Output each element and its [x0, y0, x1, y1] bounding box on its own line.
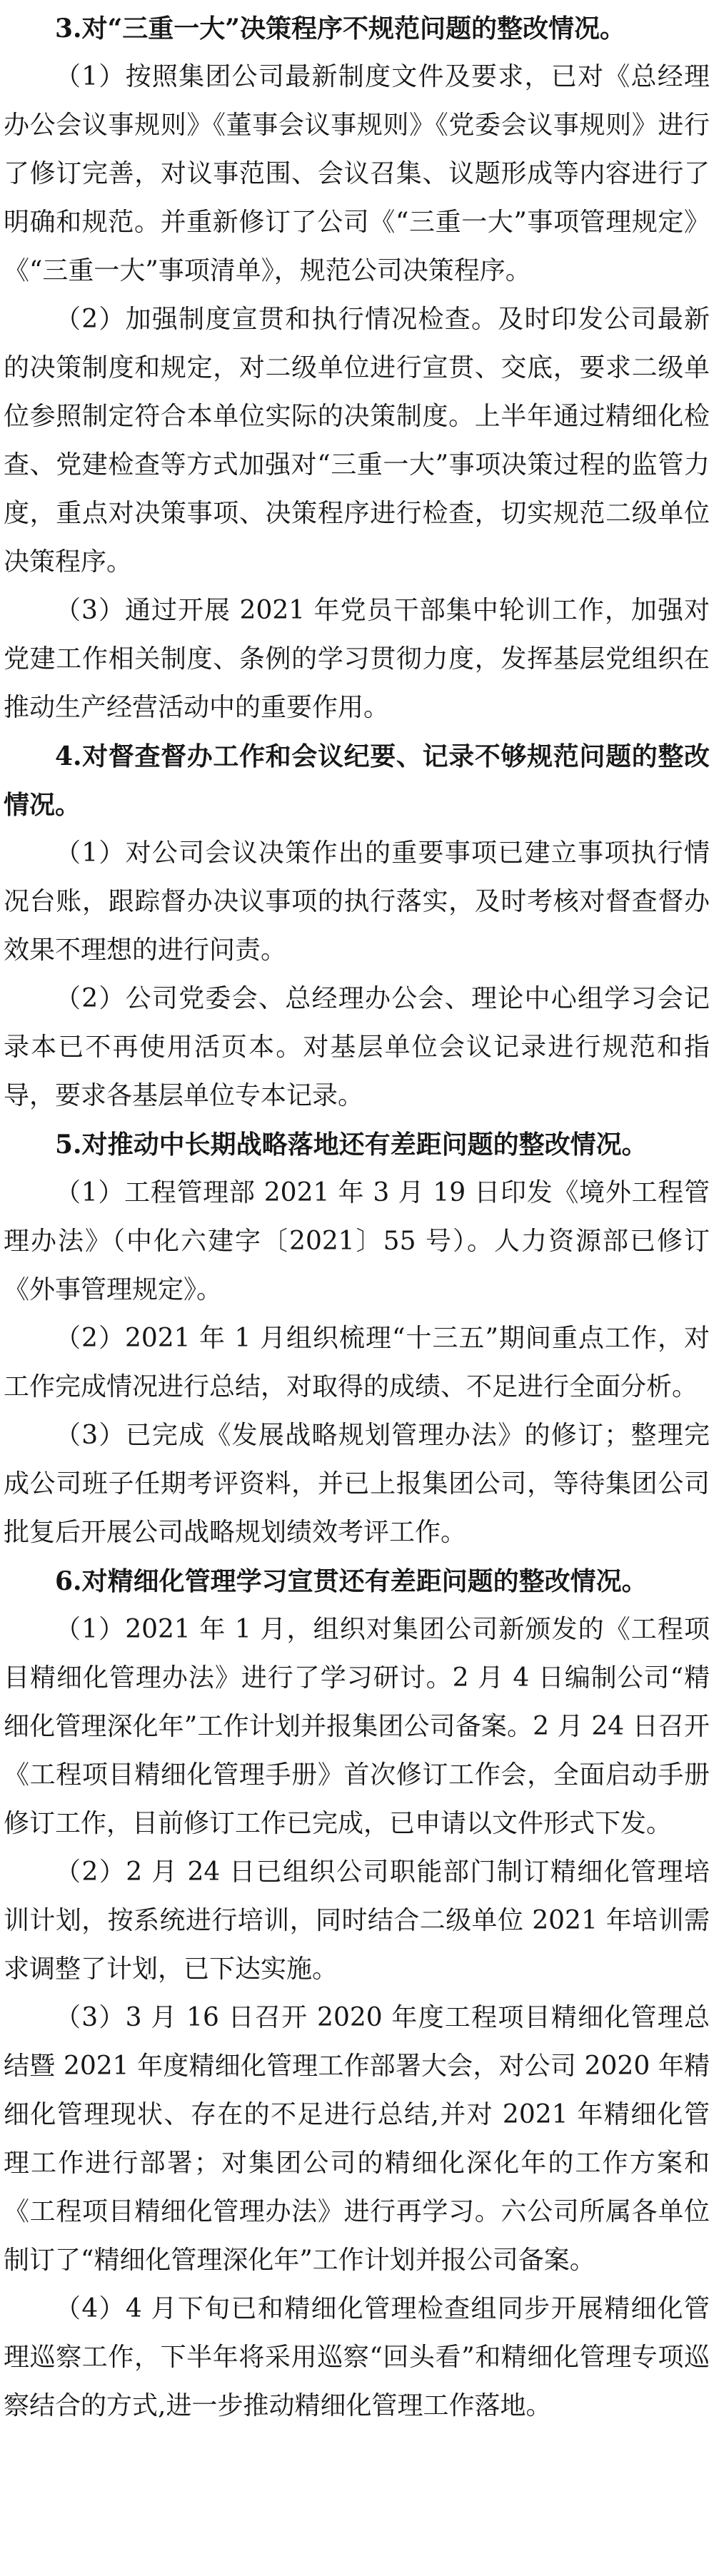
section-6-paragraph-4: （4）4 月下旬已和精细化管理检查组同步开展精细化管理巡察工作，下半年将采用巡察“回头看”和精细化管理专项巡察结合的方式,进一步推动精细化管理工作落地。 [4, 2294, 710, 2420]
section-4-heading: 4.对督查督办工作和会议纪要、记录不够规范问题的整改情况。 [4, 741, 710, 820]
section-4 [4, 732, 710, 1120]
section-3-paragraph-3: （3）通过开展 2021 年党员干部集中轮训工作，加强对党建工作相关制度、条例的学习贯彻力度，发挥基层党组织在推动生产经营活动中的重要作用。 [4, 596, 710, 722]
section-3-paragraph-1: （1）按照集团公司最新制度文件及要求，已对《总经理办公会议事规则》《董事会议事规则》《党委会议事规则》进行了修订完善，对议事范围、会议召集、议题形成等内容进行了明确和规范。并重新修订了公司《“三重一大”事项管理规定》《“三重一大”事项清单》，规范公司决策程序。 [4, 62, 710, 285]
section-6 [4, 1557, 710, 2430]
section-4-paragraph-1: （1）对公司会议决策作出的重要事项已建立事项执行情况台账，跟踪督办决议事项的执行落实，及时考核对督查督办效果不理想的进行问责。 [4, 838, 710, 965]
section-6-paragraph-2: （2）2 月 24 日已组织公司职能部门制订精细化管理培训计划，按系统进行培训，同时结合二级单位 2021 年培训需求调整了计划，已下达实施。 [4, 1857, 710, 1984]
section-4-paragraph-2: （2）公司党委会、总经理办公会、理论中心组学习会记录本已不再使用活页本。对基层单位会议记录进行规范和指导，要求各基层单位专本记录。 [4, 984, 710, 1110]
section-5-paragraph-2: （2）2021 年 1 月组织梳理“十三五”期间重点工作，对工作完成情况进行总结，对取得的成绩、不足进行全面分析。 [4, 1324, 710, 1401]
section-5-paragraph-3: （3）已完成《发展战略规划管理办法》的修订；整理完成公司班子任期考评资料，并已上报集团公司，等待集团公司批复后开展公司战略规划绩效考评工作。 [4, 1421, 710, 1547]
section-5-heading: 5.对推动中长期战略落地还有差距问题的整改情况。 [55, 1130, 648, 1160]
section-3 [4, 4, 710, 732]
section-6-paragraph-3: （3）3 月 16 日召开 2020 年度工程项目精细化管理总结暨 2021 年度精细化管理工作部署大会，对公司 2020 年精细化管理现状、存在的不足进行总结,并对 2021 年精细化管理工作进行部署；对集团公司的精细化深化年的工作方案和《工程项目精细化管理办法》进行再学习。六公司所属各单位制订了“精细化管理深化年”工作计划并报公司备案。 [4, 2003, 710, 2275]
section-6-heading: 6.对精细化管理学习宣贯还有差距问题的整改情况。 [55, 1566, 648, 1596]
section-3-paragraph-2: （2）加强制度宣贯和执行情况检查。及时印发公司最新的决策制度和规定，对二级单位进行宣贯、交底，要求二级单位参照制定符合本单位实际的决策制度。上半年通过精细化检查、党建检查等方式加强对“三重一大”事项决策过程的监管力度，重点对决策事项、决策程序进行检查，切实规范二级单位决策程序。 [4, 305, 710, 577]
section-5-paragraph-1: （1）工程管理部 2021 年 3 月 19 日印发《境外工程管理办法》（中化六建字〔2021〕55 号）。人力资源部已修订《外事管理规定》。 [4, 1178, 710, 1304]
section-6-paragraph-1: （1）2021 年 1 月，组织对集团公司新颁发的《工程项目精细化管理办法》进行了学习研讨。2 月 4 日编制公司“精细化管理深化年”工作计划并报集团公司备案。2 月 24 日召开《工程项目精细化管理手册》首次修订工作会，全面启动手册修订工作，目前修订工作已完成，已申请以文件形式下发。 [4, 1615, 710, 1838]
section-3-heading: 3.对“三重一大”决策程序不规范问题的整改情况。 [55, 14, 625, 44]
section-5 [4, 1120, 710, 1557]
